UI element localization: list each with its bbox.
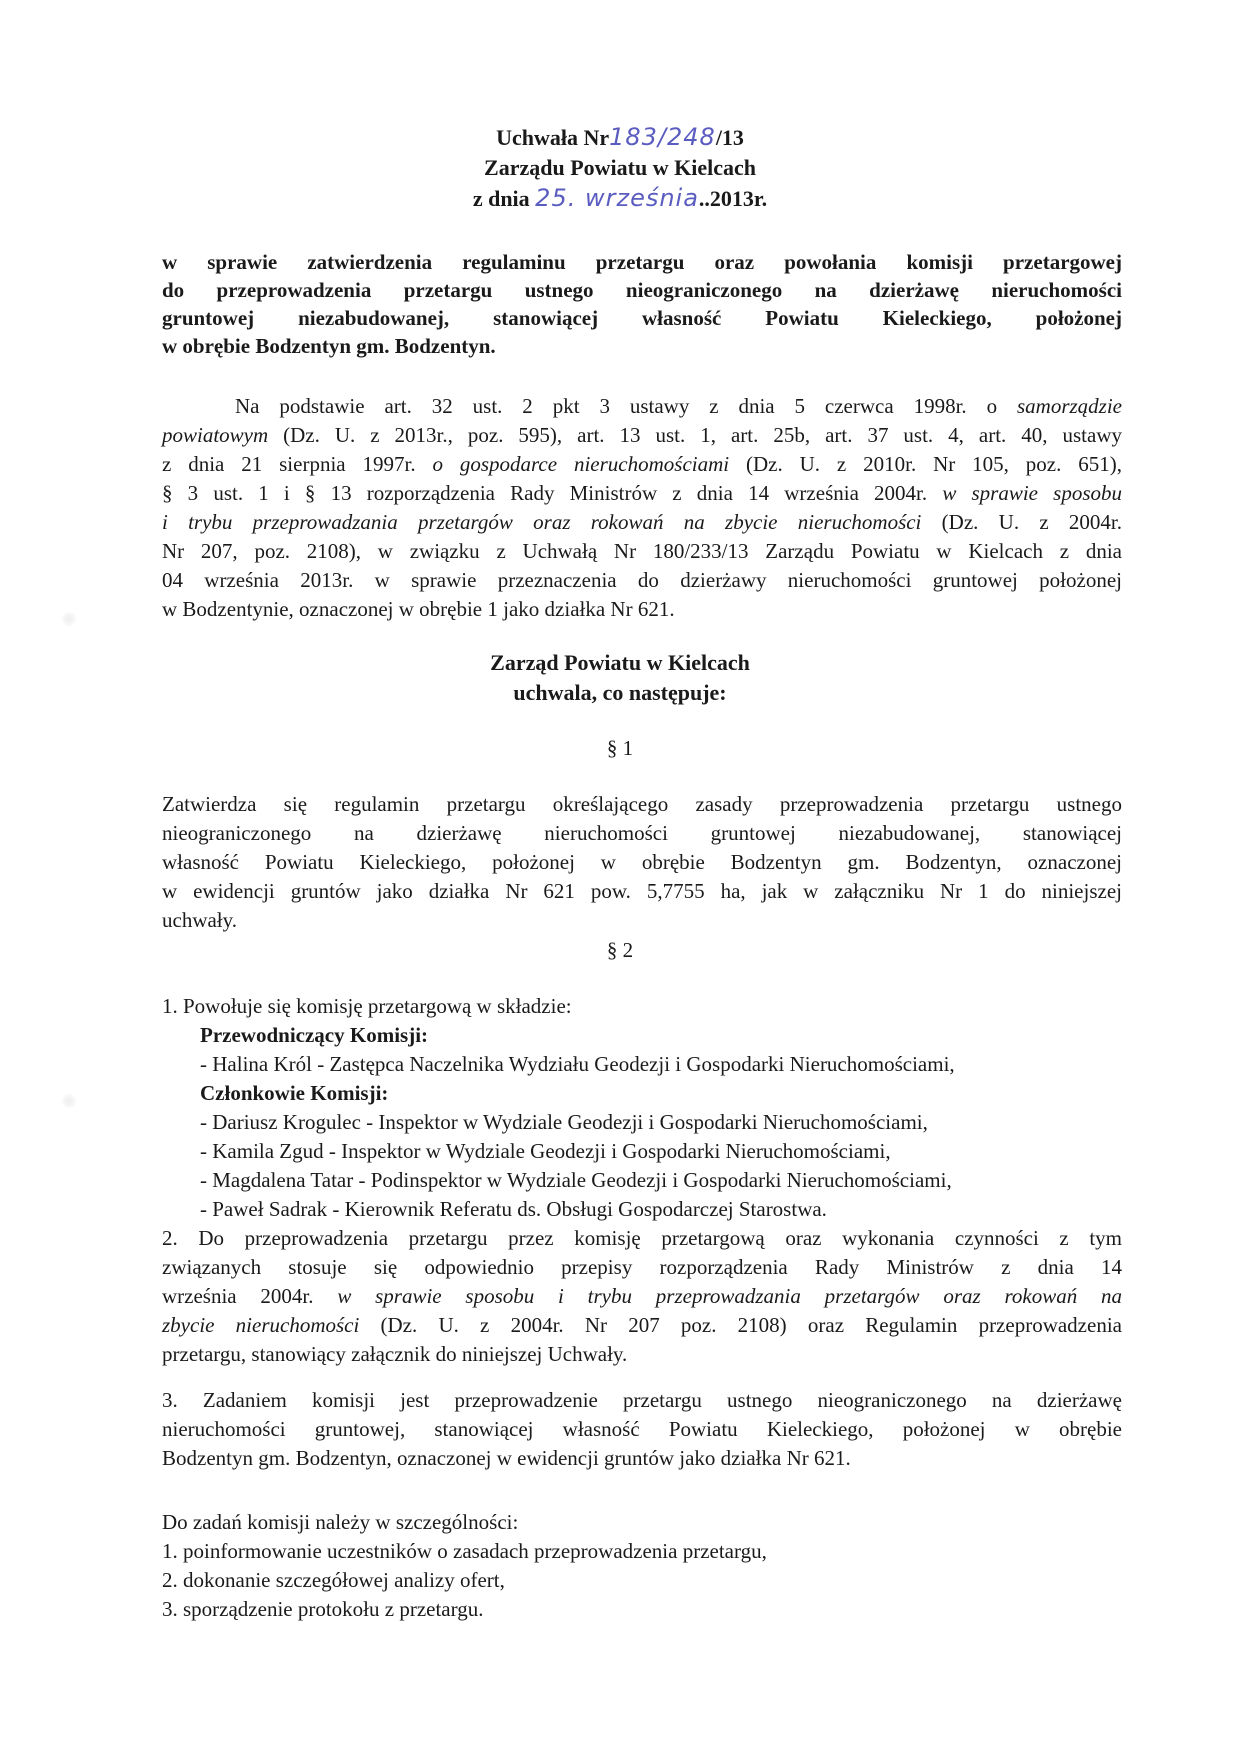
handwritten-number: 183/248: [609, 123, 716, 151]
basis-line: 04 września 2013r. w sprawie przeznaczenia do dzierżawy nieruchomości gruntowej położonej: [162, 568, 1122, 592]
subject-line: gruntowej niezabudowanej, stanowiącej własność Powiatu Kieleckiego, położonej: [162, 306, 1122, 330]
members-label: Członkowie Komisji:: [200, 1081, 389, 1105]
section-1-line: w ewidencji gruntów jako działka Nr 621 pow. 5,7755 ha, jak w załączniku Nr 1 do niniejszej: [162, 879, 1122, 903]
item-2-line: związanych stosuje się odpowiednio przepisy rozporządzenia Rady Ministrów z dnia 14: [162, 1255, 1122, 1279]
task-item: 2. dokonanie szczegółowej analizy ofert,: [162, 1568, 505, 1592]
basis-line: i trybu przeprowadzania przetargów oraz rokowań na zbycie nieruchomości (Dz. U. z 2004r.: [162, 510, 1122, 534]
subject-line: w obrębie Bodzentyn gm. Bodzentyn.: [162, 334, 496, 358]
committee-intro: 1. Powołuje się komisję przetargową w składzie:: [162, 994, 572, 1018]
committee-member: - Magdalena Tatar - Podinspektor w Wydziale Geodezji i Gospodarki Nieruchomościami,: [200, 1168, 952, 1192]
basis-line: powiatowym (Dz. U. z 2013r., poz. 595), art. 13 ust. 1, art. 25b, art. 37 ust. 4, art. 40, ustawy: [162, 423, 1122, 447]
committee-member: - Dariusz Krogulec - Inspektor w Wydziale Geodezji i Gospodarki Nieruchomościami,: [200, 1110, 928, 1134]
board-decision-heading: Zarząd Powiatu w Kielcach uchwala, co następuje:: [490, 650, 750, 705]
task-item: 1. poinformowanie uczestników o zasadach przeprowadzenia przetargu,: [162, 1539, 767, 1563]
handwritten-date: 25. września: [535, 184, 699, 212]
basis-line: w Bodzentynie, oznaczonej w obrębie 1 jako działka Nr 621.: [162, 597, 675, 621]
section-1-line: własność Powiatu Kieleckiego, położonej w obrębie Bodzentyn gm. Bodzentyn, oznaczonej: [162, 850, 1122, 874]
subject-line: do przeprowadzenia przetargu ustnego nieograniczonego na dzierżawę nieruchomości: [162, 278, 1122, 302]
scan-artifact: [62, 612, 76, 626]
item-3-text: [162, 1386, 1122, 1473]
task-item: 3. sporządzenie protokołu z przetargu.: [162, 1597, 484, 1621]
committee-member: - Paweł Sadrak - Kierownik Referatu ds. Obsługi Gospodarczej Starostwa.: [200, 1197, 827, 1221]
item-3-line: 3. Zadaniem komisji jest przeprowadzenie przetargu ustnego nieograniczonego na dzierżawę: [162, 1388, 1122, 1412]
issuing-body: Zarządu Powiatu w Kielcach: [484, 155, 756, 180]
committee-member: - Kamila Zgud - Inspektor w Wydziale Geodezji i Gospodarki Nieruchomościami,: [200, 1139, 891, 1163]
basis-line: Nr 207, poz. 2108), w związku z Uchwałą Nr 180/233/13 Zarządu Powiatu w Kielcach z dnia: [162, 539, 1122, 563]
section-1-line: uchwały.: [162, 908, 238, 932]
scan-artifact: [62, 1094, 76, 1108]
item-2-line: zbycie nieruchomości (Dz. U. z 2004r. Nr 207 poz. 2108) oraz Regulamin przeprowadzenia: [162, 1313, 1122, 1337]
item-2-line: przetargu, stanowiący załącznik do niniejszej Uchwały.: [162, 1342, 628, 1366]
resolution-number: Uchwała Nr183/248/13: [496, 123, 744, 151]
section-1-text: [162, 790, 1122, 935]
chair-label: Przewodniczący Komisji:: [200, 1023, 429, 1047]
chair-member: - Halina Król - Zastępca Naczelnika Wydziału Geodezji i Gospodarki Nieruchomościami,: [200, 1052, 955, 1076]
section-1-line: Zatwierdza się regulamin przetargu określającego zasady przeprowadzenia przetargu ustnego: [162, 792, 1122, 816]
subject-line: w sprawie zatwierdzenia regulaminu przetargu oraz powołania komisji przetargowej: [162, 250, 1122, 274]
item-3-line: nieruchomości gruntowej, stanowiącej własność Powiatu Kieleckiego, położonej w obrębie: [162, 1417, 1122, 1441]
section-1-line: nieograniczonego na dzierżawę nieruchomości gruntowej niezabudowanej, stanowiącej: [162, 821, 1122, 845]
section-2-text: [162, 992, 1122, 1369]
item-2-line: września 2004r. w sprawie sposobu i trybu przeprowadzania przetargów oraz rokowań na: [162, 1284, 1123, 1308]
section-mark-1: § 1: [606, 736, 634, 760]
resolution-date: z dnia 25. września..2013r.: [472, 184, 768, 212]
committee-tasks: [162, 1508, 1122, 1624]
basis-line: z dnia 21 sierpnia 1997r. o gospodarce nieruchomościami (Dz. U. z 2010r. Nr 105, poz. 651),: [162, 452, 1122, 476]
item-3-line: Bodzentyn gm. Bodzentyn, oznaczonej w ewidencji gruntów jako działka Nr 621.: [162, 1446, 851, 1470]
item-2-line: 2. Do przeprowadzenia przetargu przez komisję przetargową oraz wykonania czynności z tym: [162, 1226, 1122, 1250]
legal-basis: [162, 392, 1122, 624]
resolution-subject: [162, 248, 1122, 360]
tasks-intro: Do zadań komisji należy w szczególności:: [162, 1510, 519, 1534]
section-mark-2: § 2: [606, 938, 634, 962]
resolution-header: [0, 122, 1240, 214]
basis-line: Na podstawie art. 32 ust. 2 pkt 3 ustawy z dnia 5 czerwca 1998r. o samorządzie: [235, 394, 1122, 418]
basis-line: § 3 ust. 1 i § 13 rozporządzenia Rady Ministrów z dnia 14 września 2004r. w sprawie sposobu: [162, 481, 1122, 505]
